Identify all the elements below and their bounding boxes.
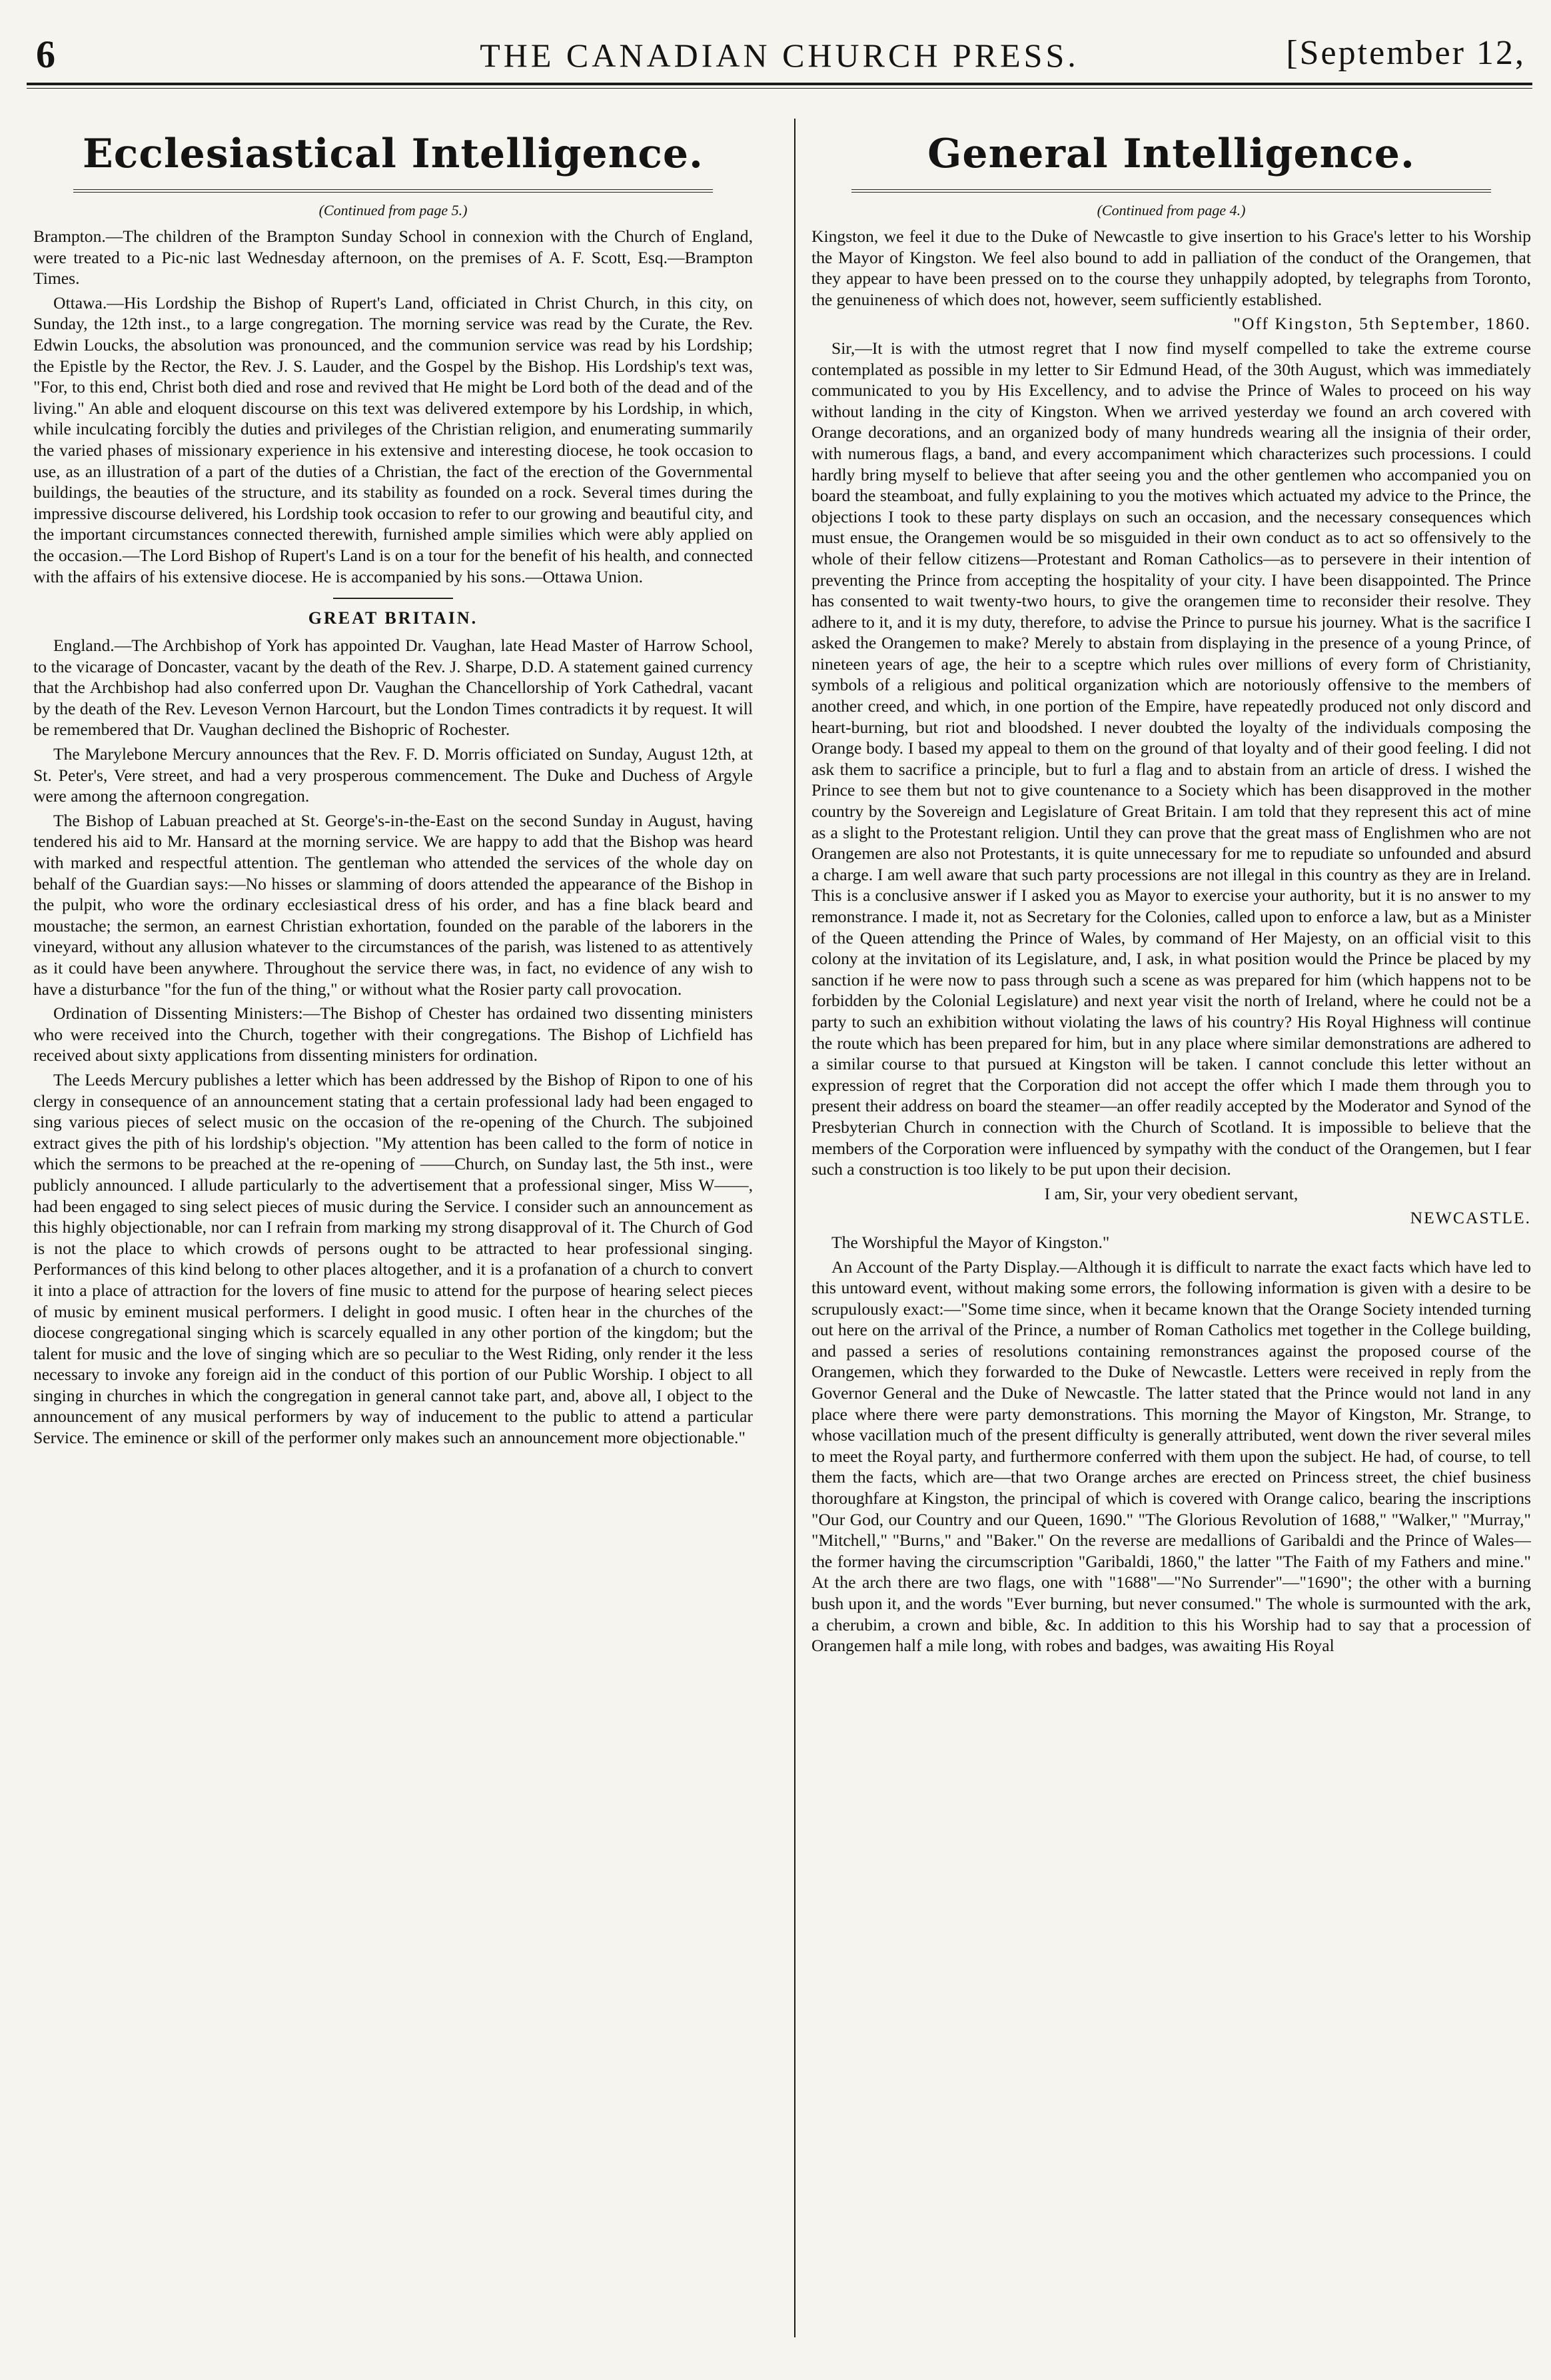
newspaper-page <box>27 19 1532 2364</box>
section-heading-ecclesiastical: Ecclesiastical Intelligence. <box>83 131 704 177</box>
letter-addressee: The Worshipful the Mayor of Kingston." <box>831 1232 1110 1252</box>
article-paragraph: Kingston, we feel it due to the Duke of Newcastle to give insertion to his Grace's letter to his Worship the Mayor of Kingston. We feel also bound to add in palliation of the conduct of the Orangemen, that they appear to have been pressed on to the course they unhappily adopted, by telegraphs from Toronto, the genuineness of which does not, however, seem sufficiently established. <box>811 227 1531 309</box>
subheading-great-britain: GREAT BRITAIN. <box>308 608 478 628</box>
masthead-rule-thin <box>27 88 1532 89</box>
letter-signature: NEWCASTLE. <box>1410 1208 1531 1228</box>
article-paragraph: England.—The Archbishop of York has appointed Dr. Vaughan, late Head Master of Harrow School, to the vicarage of Doncaster, vacant by the death of the Rev. J. Sharpe, D.D. A statement gained currency that the Archbishop had also conferred upon Dr. Vaughan the Chancellorship of York Cathedral, vacant by the death of the Rev. Leveson Vernon Harcourt, but the London Times contradicts it by request. It will be remembered that Dr. Vaughan declined the Bishopric of Rochester. <box>33 636 753 740</box>
letter-dateline: "Off Kingston, 5th September, 1860. <box>1233 314 1531 334</box>
article-paragraph: The Bishop of Labuan preached at St. George's-in-the-East on the second Sunday in August, having tendered his aid to Mr. Hansard at the morning service. We are happy to add that the Bishop was heard with marked and respectful attention. The gentleman who attended the services of the whole day on behalf of the Guardian says:—No hisses or slamming of doors attended the appearance of the Bishop in the pulpit, who wore the ordinary ecclesiastical dress of his order, and has a fine black beard and moustache; the sermon, an earnest Christian exhortation, founded on the parable of the laborers in the vineyard, without any allusion whatever to the circumstances of the parish, was listened to as attentively as it could have been anywhere. Throughout the service there was, in fact, no evidence of any wish to have a disturbance "for the fun of the thing," or without what the Rosier party call provocation. <box>33 810 753 999</box>
letter-body: Sir,—It is with the utmost regret that I now find myself compelled to take the extreme course contemplated as possible in my letter to Sir Edmund Head, of the 30th August, which was immediately communicated to you by His Excellency, and to advise the Prince of Wales to proceed on his way without landing in the city of Kingston. When we arrived yesterday we found an arch covered with Orange decorations, and an organized body of many hundreds wearing all the insignia of their order, with numerous flags, a band, and every accompaniment which characterizes such processions. I could hardly bring myself to believe that after seeing you and the other gentlemen who accompanied you on board the steamboat, and fully explaining to you the motives which actuated my advice to the Prince, the objections I took to these party displays on such an occasion, and the necessary consequences which must ensue, the Orangemen would be so misguided in their own conduct as to act so offensively to the whole of their fellow citizens—Protestant and Roman Catholics—as to persevere in their intention of preventing the Prince from accepting the hospitality of your city. I have been disappointed. The Prince has consented to wait twenty-two hours, to give the orangemen time to reconsider their resolve. They adhere to it, and it is my duty, therefore, to advise the Prince to pursue his journey. What is the sacrifice I asked the Orangemen to make? Merely to abstain from displaying in the presence of a young Prince, of nineteen years of age, the heir to a sceptre which rules over millions of every form of Christianity, symbols of a religious and political organization which are notoriously offensive to the members of another creed, and which, in one portion of the Empire, have repeatedly produced not only discord and heart-burning, but riot and bloodshed. I never doubted the loyalty of the individuals composing the Orange body. I based my appeal to them on the ground of that loyalty and of their good feeling. I did not ask them to sacrifice a principle, but to furl a flag and to abstain from an article of dress. I wished the Prince to see them but not to give countenance to a Society which has been disapproved in the mother country by the Sovereign and Legislature of Great Britain. I am told that they represent this act of mine as a slight to the Protestant religion. Until they can prove that the great mass of Englishmen who are not Orangemen are also not Protestants, it is quite unnecessary for me to repudiate so unfounded and absurd a charge. I am well aware that such party processions are not illegal in this country as they are in Ireland. This is a conclusive answer if I asked you as Mayor to exercise your authority, but it is no answer to my remonstrance. I made it, not as Secretary for the Colonies, called upon to enforce a law, but as a Minister of the Queen attending the Prince of Wales, by command of Her Majesty, on an official visit to this colony at the invitation of its Legislature, and, I ask, in what position would the Prince be placed by my sanction if he were now to pass through such a scene as was prepared for him (which happens not to be forbidden by the Colonial Legislature) and next year visit the north of Ireland, where he could not be a party to such an exhibition without violating the laws of his country? His Royal Highness will continue the route which has been prepared for him, but in any place where similar demonstrations are adhered to a similar course to that pursued at Kingston will be taken. I cannot conclude this letter without an expression of regret that the Corporation did not accept the offer which I made them through you to present their address on board the steamer—an offer readily accepted by the Moderator and Synod of the Presbyterian Church in connection with the Church of Scotland. It is impossible to believe that the members of the Corporation were influenced by sympathy with the conduct of the Orangemen, but I fear such a construction is too likely to be put upon their decision. <box>811 338 1531 1179</box>
paper-title: THE CANADIAN CHURCH PRESS. <box>480 37 1079 74</box>
letter-closing: I am, Sir, your very obedient servant, <box>1044 1183 1298 1203</box>
article-paragraph: Brampton.—The children of the Brampton Sunday School in connexion with the Church of England, were treated to a Pic-nic last Wednesday afternoon, on the premises of A. F. Scott, Esq.—Brampton Times. <box>33 227 753 289</box>
continued-note: (Continued from page 5.) <box>318 202 468 219</box>
article-paragraph: The Leeds Mercury publishes a letter which has been addressed by the Bishop of Ripon to one of his clergy in consequence of an announcement stating that a certain professional lady had been engaged to sing various pieces of select music on the occasion of the re-opening of the Church. The subjoined extract gives the pith of his lordship's objection. "My attention has been called to the form of notice in which the sermons to be preached at the re-opening of ——Church, on Sunday last, the 5th inst., were publicly announced. I allude particularly to the advertisement that a professional singer, Miss W——, had been engaged to sing select pieces of music during the Service. I consider such an announcement as this highly objectionable, nor can I refrain from marking my strong disapproval of it. The Church of God is not the place to which crowds of persons ought to be attracted to hear professional singing. Performances of this kind belong to other places altogether, and it is a profanation of a church to convert it into a place of attraction for the lovers of fine music to attend for the purpose of hearing select pieces of music by eminent musical performers. I delight in good music. I often hear in the churches of the diocese congregational singing which is scarcely equalled in any other portion of the kingdom; but the talent for music and the love of singing which are so peculiar to the West Riding, only render it the less necessary to invoke any foreign aid in the conduct of this portion of our Public Worship. I object to all singing in churches in which the congregation in general cannot take part, and, above all, I object to the announcement of any musical performers by way of inducement to the public to attend a particular Service. The eminence or skill of the performer only makes such an announcement more objectionable." <box>33 1069 753 1448</box>
right-column <box>811 104 1531 2337</box>
article-separator <box>333 598 453 599</box>
page-number: 6 <box>36 33 55 76</box>
heading-rule <box>73 189 713 193</box>
article-paragraph: Ordination of Dissenting Ministers:—The Bishop of Chester has ordained two dissenting ministers who were received into the Church, together with their congregations. The Bishop of Lichfield has received about sixty applications from dissenting ministers for ordination. <box>33 1003 753 1065</box>
left-column <box>33 104 753 2337</box>
heading-rule <box>851 189 1491 193</box>
article-paragraph: Ottawa.—His Lordship the Bishop of Rupert's Land, officiated in Christ Church, in this city, on Sunday, the 12th inst., to a large congregation. The morning service was read by the Curate, the Rev. Edwin Loucks, the absolution was pronounced, and the communion service was read by his Lordship; the Epistle by the Rector, the Rev. J. S. Lauder, and the Gospel by the Bishop. His Lordship's text was, "For, to this end, Christ both died and rose and revived that He might be Lord both of the dead and of the living." An able and eloquent discourse on this text was delivered extempore by his Lordship, in which, while inculcating forcibly the duties and privileges of the Christian religion, and enumerating summarily the varied phases of missionary experience in his extensive and interesting diocese, he took occasion to use, as an illustration of a part of the duties of a Christian, the fact of the erection of the Governmental buildings, the beauties of the structure, and its stability as founded on a rock. Several times during the impressive discourse delivered, his Lordship took occasion to refer to our growing and beautiful city, and the important circumstances connected therewith, furnished ample similies which were ably applied on the occasion.—The Lord Bishop of Rupert's Land is on a tour for the benefit of his health, and connected with the affairs of his extensive diocese. He is accompanied by his sons.—Ottawa Union. <box>33 293 753 586</box>
article-paragraph: The Marylebone Mercury announces that the Rev. F. D. Morris officiated on Sunday, August 12th, at St. Peter's, Vere street, and had a very prosperous commencement. The Duke and Duchess of Argyle were among the afternoon congregation. <box>33 744 753 806</box>
masthead <box>27 19 1532 83</box>
continued-note: (Continued from page 4.) <box>1097 202 1246 219</box>
section-heading-general: General Intelligence. <box>927 131 1415 177</box>
masthead-rule <box>27 83 1532 85</box>
column-divider <box>794 119 795 2337</box>
article-paragraph: An Account of the Party Display.—Although it is difficult to narrate the exact facts which have led to this untoward event, without making some errors, the following information is given with a desire to be scrupulously exact:—"Some time since, when it became known that the Orange Society intended turning out here on the arrival of the Prince, a number of Roman Catholics met together in the College building, and passed a series of resolutions containing remonstrances against the proposed course of the Orangemen, which they forwarded to the Duke of Newcastle. Letters were received in reply from the Governor General and the Duke of Newcastle. The latter stated that the Prince would not land in any place where there were party demonstrations. This morning the Mayor of Kingston, Mr. Strange, to whose vacillation much of the present difficulty is generally attributed, went down the river several miles to meet the Royal party, and furthermore conferred with them upon the subject. He had, of course, to tell them the facts, which are—that two Orange arches are erected on Princess street, the chief business thoroughfare at Kingston, the principal of which is covered with Orange calico, bearing the inscriptions "Our God, our Country and our Queen, 1690." "The Glorious Revolution of 1688," "Walker," "Murray," "Mitchell," "Burns," and "Baker." On the reverse are medallions of Garibaldi and the Prince of Wales—the former having the circumscription "Garibaldi, 1860," the latter "The Faith of my Fathers and mine." At the arch there are two flags, one with "1688"—"No Surrender"—"1690"; the other with a burning bush upon it, and the words "Ever burning, but never consumed." The whole is surmounted with the ark, a cherubim, a crown and bible, &c. In addition to this his Worship had to say that a procession of Orangemen half a mile long, with robes and badges, was awaiting His Royal <box>811 1257 1531 1656</box>
issue-date: [September 12, <box>1286 34 1526 72</box>
